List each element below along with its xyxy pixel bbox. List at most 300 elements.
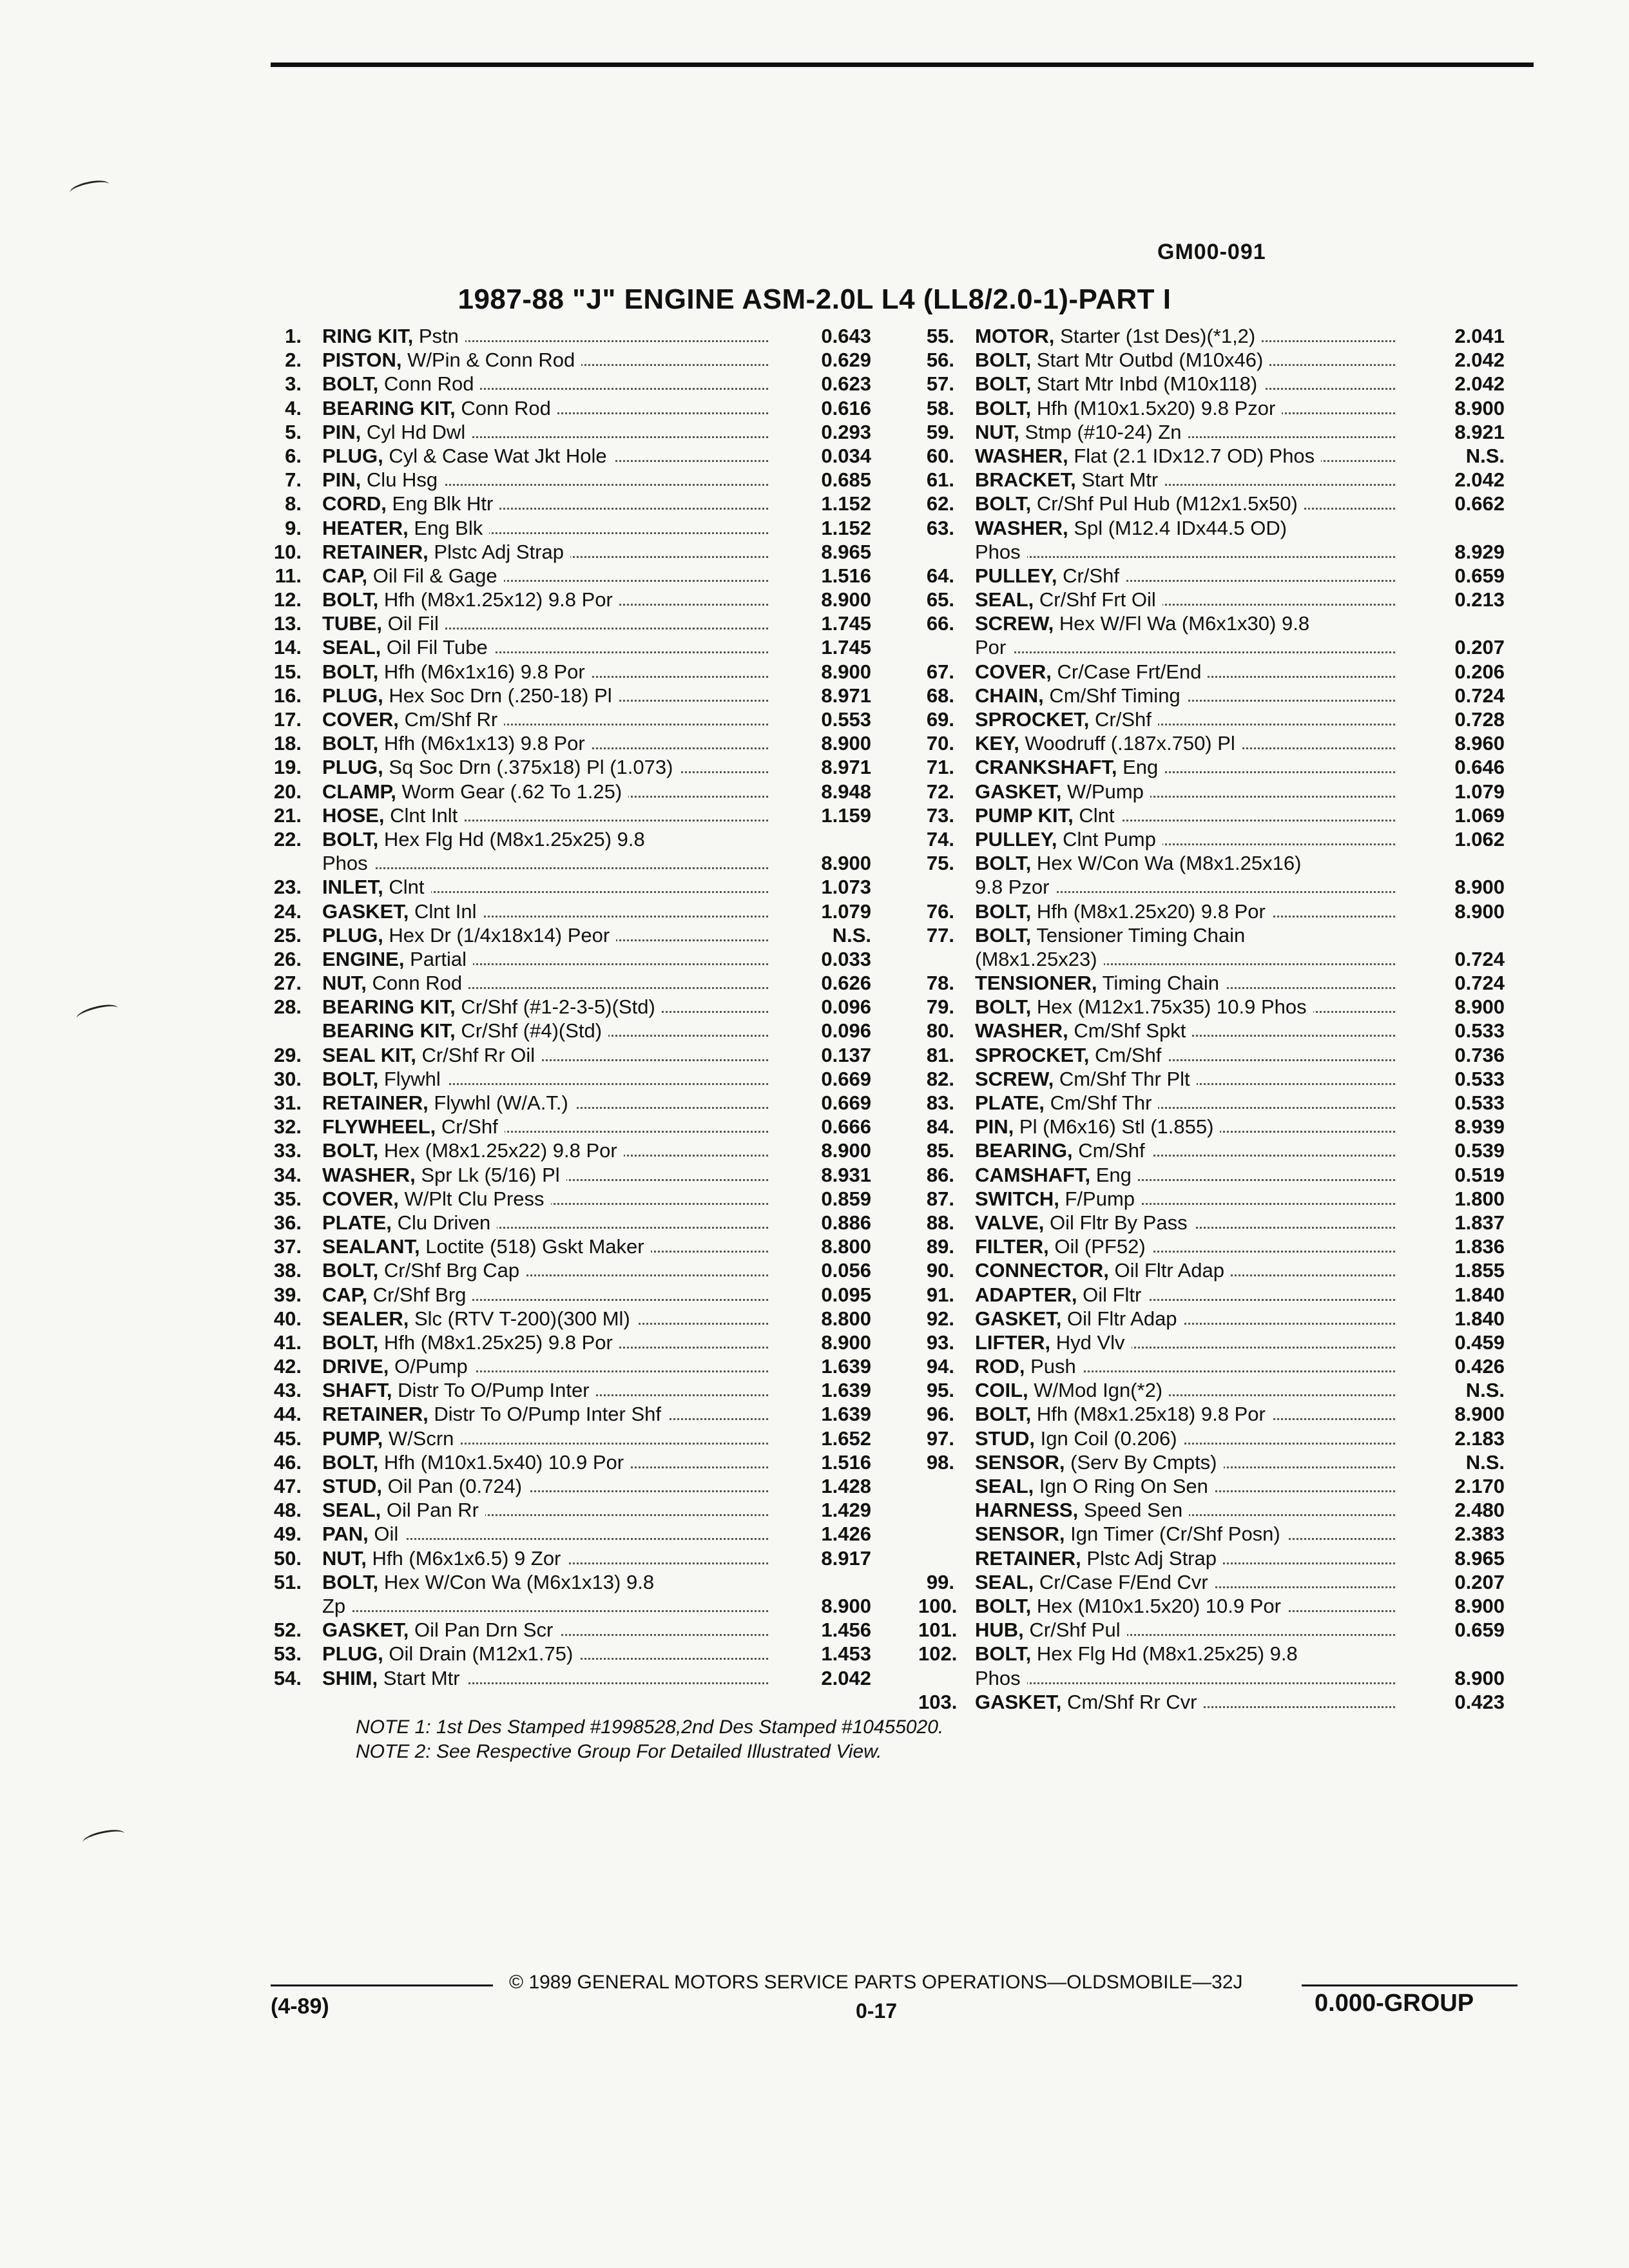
part-name: SEAL, xyxy=(975,1475,1034,1497)
part-detail: Hex (M12x1.75x35) 10.9 Phos xyxy=(1036,995,1307,1019)
part-detail: Ign Timer (Cr/Shf Posn) xyxy=(1070,1523,1280,1546)
part-name: FILTER, xyxy=(975,1235,1049,1258)
part-description xyxy=(975,1642,1395,1666)
part-row xyxy=(265,1211,871,1235)
part-name: BOLT, xyxy=(322,1259,379,1282)
part-name: BOLT, xyxy=(322,827,379,850)
part-detail: Oil Fil Tube xyxy=(386,636,488,659)
part-group-number: N.S. xyxy=(1465,444,1505,467)
part-group-number: 0.539 xyxy=(1454,1139,1505,1162)
part-description xyxy=(322,827,768,851)
part-name: PULLEY, xyxy=(975,827,1057,850)
part-description xyxy=(322,1402,768,1426)
part-number: 63. xyxy=(926,516,954,539)
part-row xyxy=(265,875,871,899)
part-description xyxy=(975,1474,1395,1498)
part-number: 2. xyxy=(285,349,302,372)
part-description xyxy=(975,1115,1395,1139)
part-description xyxy=(322,899,768,923)
part-number: 36. xyxy=(273,1211,302,1234)
part-group-number: 1.152 xyxy=(821,492,871,515)
part-description xyxy=(322,684,768,707)
part-number: 59. xyxy=(926,420,954,443)
part-detail: Sq Soc Drn (.375x18) Pl (1.073) xyxy=(389,756,673,779)
part-group-number: 0.056 xyxy=(821,1259,871,1282)
part-name: HARNESS, xyxy=(975,1499,1079,1522)
part-name: KEY, xyxy=(975,732,1019,755)
part-group-number: 0.659 xyxy=(1454,1619,1505,1642)
part-row xyxy=(918,1307,1505,1331)
part-detail: Stmp (#10-24) Zn xyxy=(1025,420,1182,443)
part-name: BOLT, xyxy=(322,1450,379,1474)
part-number: 72. xyxy=(926,780,954,803)
part-row xyxy=(265,1546,871,1570)
part-row xyxy=(265,851,871,875)
part-detail: Cm/Shf Spkt xyxy=(1074,1019,1186,1043)
part-number: 88. xyxy=(926,1211,954,1234)
part-description xyxy=(322,1354,768,1378)
part-description xyxy=(975,588,1395,611)
part-description xyxy=(322,1019,768,1043)
part-row xyxy=(918,1594,1505,1618)
part-group-number: 0.643 xyxy=(821,325,871,347)
part-name: CHAIN, xyxy=(975,684,1044,707)
part-row xyxy=(918,1522,1505,1546)
part-number: 9. xyxy=(285,516,302,539)
part-row xyxy=(265,516,871,540)
part-detail: Hex W/Con Wa (M8x1.25x16) xyxy=(1036,852,1302,875)
part-row xyxy=(918,899,1505,923)
part-description xyxy=(975,803,1395,827)
part-detail: Flywhl (W/A.T.) xyxy=(434,1091,568,1114)
part-detail: Cm/Shf Rr Cvr xyxy=(1066,1690,1197,1713)
part-number: 47. xyxy=(273,1475,302,1497)
part-name: PIN, xyxy=(975,1115,1014,1139)
parts-list-left xyxy=(265,324,871,1690)
part-name: GASKET, xyxy=(322,1619,409,1642)
part-name: NUT, xyxy=(322,1546,367,1570)
part-detail: Eng xyxy=(1095,1163,1132,1186)
part-row xyxy=(265,947,871,971)
part-number: 97. xyxy=(926,1427,954,1450)
part-detail: (M8x1.25x23) xyxy=(975,947,1097,970)
part-row xyxy=(918,1474,1505,1498)
page-number: 0-17 xyxy=(856,1999,898,2023)
part-row xyxy=(918,1402,1505,1426)
part-row xyxy=(918,1211,1505,1235)
part-name: SCREW, xyxy=(975,612,1054,635)
part-name: CAP, xyxy=(322,564,368,587)
part-number: 61. xyxy=(926,468,954,492)
part-detail: Plstc Adj Strap xyxy=(434,540,564,563)
part-row xyxy=(265,492,871,515)
part-description xyxy=(322,731,768,755)
part-detail: W/Scrn xyxy=(388,1427,454,1450)
part-name: SEAL, xyxy=(975,1570,1034,1593)
part-description xyxy=(975,564,1395,588)
part-description xyxy=(975,875,1395,899)
part-description xyxy=(975,995,1395,1019)
part-row xyxy=(918,995,1505,1019)
part-description xyxy=(975,971,1395,995)
part-group-number: 1.073 xyxy=(821,876,871,899)
part-detail: Hfh (M6x1x13) 9.8 Por xyxy=(383,732,585,755)
part-row xyxy=(265,468,871,492)
part-number: 11. xyxy=(275,564,302,587)
part-name: BOLT, xyxy=(975,852,1032,875)
part-row xyxy=(918,372,1505,396)
part-description xyxy=(975,1594,1395,1618)
part-name: BOLT, xyxy=(322,660,379,683)
parts-list-right xyxy=(918,324,1505,1714)
part-name: BOLT, xyxy=(322,732,379,755)
part-detail: Distr To O/Pump Inter xyxy=(398,1379,590,1402)
part-detail: Oil Fltr xyxy=(1083,1283,1142,1306)
part-description xyxy=(975,348,1395,372)
part-name: SPROCKET, xyxy=(975,708,1090,731)
part-group-number: 8.900 xyxy=(821,1331,871,1354)
part-group-number: 0.293 xyxy=(821,420,871,443)
part-detail: Start Mtr Inbd (M10x118) xyxy=(1036,372,1258,396)
part-detail: Plstc Adj Strap xyxy=(1086,1546,1217,1570)
part-detail: Phos xyxy=(975,540,1021,563)
part-number: 48. xyxy=(273,1499,302,1522)
part-number: 85. xyxy=(926,1139,954,1162)
part-name: PLUG, xyxy=(322,1642,383,1666)
part-number: 5. xyxy=(285,420,302,443)
part-name: SEAL KIT, xyxy=(322,1043,416,1066)
part-group-number: 1.652 xyxy=(821,1427,871,1450)
part-row xyxy=(918,1067,1505,1091)
part-description xyxy=(322,995,768,1019)
part-group-number: N.S. xyxy=(832,923,871,947)
part-description xyxy=(322,1522,768,1546)
part-detail: Spr Lk (5/16) Pl xyxy=(421,1163,560,1186)
part-row xyxy=(918,1666,1505,1690)
part-detail: Cr/Shf Pul xyxy=(1029,1619,1121,1642)
part-row xyxy=(918,324,1505,348)
part-group-number: 0.728 xyxy=(1454,708,1505,731)
part-description xyxy=(322,324,768,348)
part-row xyxy=(918,1139,1505,1162)
part-number: 55. xyxy=(926,325,954,347)
part-description xyxy=(975,1091,1395,1115)
part-name: GASKET, xyxy=(975,1307,1062,1330)
part-number: 19. xyxy=(273,756,302,779)
part-number: 52. xyxy=(273,1619,302,1642)
part-group-number: 0.095 xyxy=(821,1283,871,1306)
part-description xyxy=(322,1043,768,1067)
part-name: BOLT, xyxy=(322,1570,379,1593)
part-group-number: 8.900 xyxy=(1454,876,1505,899)
part-detail: Start Mtr xyxy=(383,1666,460,1689)
part-number: 38. xyxy=(273,1259,302,1282)
part-name: PLUG, xyxy=(322,444,383,467)
part-group-number: 2.183 xyxy=(1454,1427,1505,1450)
dot-leader xyxy=(975,651,1395,653)
part-description xyxy=(975,1307,1395,1331)
part-group-number: 0.207 xyxy=(1454,1570,1505,1593)
part-row xyxy=(265,923,871,947)
part-number: 13. xyxy=(273,612,302,635)
part-number: 60. xyxy=(926,444,954,467)
part-detail: Cm/Shf Thr xyxy=(1050,1091,1152,1114)
part-row xyxy=(918,1019,1505,1043)
part-number: 76. xyxy=(926,899,954,923)
part-number: 67. xyxy=(926,660,954,683)
part-description xyxy=(322,611,768,635)
part-name: SENSOR, xyxy=(975,1450,1065,1474)
part-description xyxy=(322,923,768,947)
part-name: SEAL, xyxy=(322,1499,381,1522)
part-detail: W/Pump xyxy=(1066,780,1144,803)
part-number: 71. xyxy=(926,756,954,779)
part-row xyxy=(265,1139,871,1162)
part-detail: F/Pump xyxy=(1065,1187,1135,1210)
part-row xyxy=(918,1187,1505,1211)
part-number: 7. xyxy=(285,468,302,492)
part-description xyxy=(322,372,768,396)
part-group-number: 0.724 xyxy=(1454,972,1505,995)
part-group-number: 0.423 xyxy=(1454,1690,1505,1713)
part-detail: Cm/Shf Rr xyxy=(404,708,498,731)
part-detail: Loctite (518) Gskt Maker xyxy=(425,1235,644,1258)
part-description xyxy=(322,564,768,588)
part-row xyxy=(918,1331,1505,1354)
part-number: 54. xyxy=(273,1666,302,1689)
part-number: 83. xyxy=(926,1091,954,1114)
part-number: 89. xyxy=(926,1235,954,1258)
part-row xyxy=(265,1019,871,1043)
part-description xyxy=(975,1235,1395,1258)
part-name: WASHER, xyxy=(975,516,1068,539)
part-name: PLUG, xyxy=(322,756,383,779)
part-group-number: 0.736 xyxy=(1454,1043,1505,1066)
part-number: 18. xyxy=(273,732,302,755)
part-name: PIN, xyxy=(322,420,361,443)
part-group-number: 1.079 xyxy=(821,899,871,923)
part-row xyxy=(265,827,871,851)
part-group-number: 2.042 xyxy=(821,1666,871,1689)
part-name: FLYWHEEL, xyxy=(322,1115,436,1139)
part-name: HUB, xyxy=(975,1619,1024,1642)
part-group-number: 2.480 xyxy=(1454,1499,1505,1522)
part-number: 14. xyxy=(273,636,302,659)
part-name: NUT, xyxy=(975,420,1019,443)
part-name: PUMP, xyxy=(322,1427,383,1450)
part-number: 39. xyxy=(273,1283,302,1306)
margin-mark xyxy=(82,1827,126,1849)
part-row xyxy=(265,588,871,611)
part-row xyxy=(918,1091,1505,1115)
part-row xyxy=(918,1043,1505,1067)
part-detail: Cm/Shf xyxy=(1095,1043,1162,1066)
part-description xyxy=(975,1427,1395,1450)
part-group-number: 1.745 xyxy=(821,612,871,635)
part-number: 41. xyxy=(273,1331,302,1354)
part-name: COVER, xyxy=(975,660,1052,683)
part-group-number: 0.685 xyxy=(821,468,871,492)
part-description xyxy=(322,635,768,659)
part-group-number: 0.886 xyxy=(821,1211,871,1234)
part-number: 6. xyxy=(285,444,302,467)
part-group-number: 1.855 xyxy=(1454,1259,1505,1282)
part-name: MOTOR, xyxy=(975,325,1055,347)
part-name: PAN, xyxy=(322,1523,369,1546)
part-detail: Oil Pan Rr xyxy=(386,1499,479,1522)
part-number: 27. xyxy=(273,972,302,995)
part-description xyxy=(975,755,1395,779)
part-name: STUD, xyxy=(322,1475,382,1497)
part-group-number: 0.623 xyxy=(821,372,871,396)
part-name: SWITCH, xyxy=(975,1187,1059,1210)
part-group-number: 0.626 xyxy=(821,972,871,995)
part-name: GASKET, xyxy=(975,1690,1062,1713)
part-name: RETAINER, xyxy=(322,1091,429,1114)
part-group-number: 2.042 xyxy=(1454,468,1505,492)
part-row xyxy=(918,731,1505,755)
part-group-number: 8.900 xyxy=(1454,396,1505,419)
part-number: 20. xyxy=(273,780,302,803)
part-description xyxy=(975,635,1395,659)
part-detail: Clnt xyxy=(1079,803,1115,827)
part-name: BOLT, xyxy=(322,1139,379,1162)
part-detail: Pl (M6x16) Stl (1.855) xyxy=(1019,1115,1214,1139)
part-detail: Hex W/Fl Wa (M6x1x30) 9.8 xyxy=(1059,612,1310,635)
part-row xyxy=(918,1427,1505,1450)
part-row xyxy=(265,1043,871,1067)
part-row xyxy=(265,396,871,420)
part-description xyxy=(322,1091,768,1115)
part-row xyxy=(265,1402,871,1426)
part-number: 30. xyxy=(273,1067,302,1090)
part-group-number: 1.426 xyxy=(821,1523,871,1546)
part-group-number: 8.900 xyxy=(1454,899,1505,923)
part-number: 15. xyxy=(273,660,302,683)
part-detail: Cr/Shf xyxy=(1063,564,1119,587)
part-description xyxy=(322,803,768,827)
part-number: 31. xyxy=(273,1091,302,1114)
part-group-number: N.S. xyxy=(1465,1379,1505,1402)
part-description xyxy=(975,1163,1395,1187)
part-description xyxy=(975,1402,1395,1426)
dot-leader xyxy=(322,1610,768,1612)
part-name: SPROCKET, xyxy=(975,1043,1090,1066)
part-description xyxy=(322,1067,768,1091)
part-number: 93. xyxy=(926,1331,954,1354)
part-group-number: 1.745 xyxy=(821,636,871,659)
part-group-number: 1.840 xyxy=(1454,1307,1505,1330)
part-detail: Hex Flg Hd (M8x1.25x25) 9.8 xyxy=(383,827,645,850)
part-group-number: 2.041 xyxy=(1454,325,1505,347)
part-row xyxy=(918,707,1505,731)
part-row xyxy=(265,1474,871,1498)
part-row xyxy=(265,324,871,348)
part-number: 95. xyxy=(926,1379,954,1402)
part-detail: Hfh (M6x1x16) 9.8 Por xyxy=(383,660,585,683)
part-description xyxy=(975,1258,1395,1282)
part-number: 29. xyxy=(273,1043,302,1066)
part-row xyxy=(265,1258,871,1282)
part-description xyxy=(975,1522,1395,1546)
part-group-number: 8.900 xyxy=(821,588,871,611)
part-row xyxy=(265,1378,871,1402)
part-row xyxy=(265,684,871,707)
part-row xyxy=(918,1283,1505,1307)
part-row xyxy=(265,1618,871,1642)
part-group-number: 1.639 xyxy=(821,1355,871,1378)
part-row xyxy=(918,1258,1505,1282)
part-number: 44. xyxy=(273,1403,302,1426)
part-detail: 9.8 Pzor xyxy=(975,876,1050,899)
part-group-number: 8.900 xyxy=(821,852,871,875)
part-group-number: 2.042 xyxy=(1454,372,1505,396)
part-row xyxy=(265,731,871,755)
part-name: HOSE, xyxy=(322,803,385,827)
part-row xyxy=(918,635,1505,659)
note-2: NOTE 2: See Respective Group For Detailed Illustrated View. xyxy=(356,1741,882,1762)
part-name: BOLT, xyxy=(322,372,379,396)
part-detail: Clu Hsg xyxy=(366,468,438,492)
part-description xyxy=(322,1666,768,1690)
part-number: 73. xyxy=(926,803,954,827)
part-group-number: 8.900 xyxy=(821,1594,871,1617)
part-row xyxy=(918,1163,1505,1187)
part-group-number: 8.900 xyxy=(1454,1594,1505,1617)
part-name: TENSIONER, xyxy=(975,972,1097,995)
part-detail: (Serv By Cmpts) xyxy=(1070,1450,1217,1474)
part-number: 101. xyxy=(918,1619,958,1642)
part-group-number: 8.900 xyxy=(821,732,871,755)
part-detail: Ign O Ring On Sen xyxy=(1039,1475,1208,1497)
part-number: 24. xyxy=(273,899,302,923)
part-detail: Oil Fil & Gage xyxy=(372,564,497,587)
part-name: PIN, xyxy=(322,468,361,492)
part-row xyxy=(918,516,1505,540)
part-detail: Hex Flg Hd (M8x1.25x25) 9.8 xyxy=(1036,1642,1298,1666)
part-name: BOLT, xyxy=(975,492,1032,515)
margin-mark xyxy=(75,1001,119,1024)
part-detail: Cr/Shf Brg Cap xyxy=(383,1259,520,1282)
part-name: SHIM, xyxy=(322,1666,378,1689)
part-group-number: 1.152 xyxy=(821,516,871,539)
part-description xyxy=(322,660,768,684)
part-description xyxy=(975,611,1395,635)
dot-leader xyxy=(322,867,768,869)
part-detail: Slc (RTV T-200)(300 Ml) xyxy=(414,1307,630,1330)
part-group-number: 8.929 xyxy=(1454,540,1505,563)
part-detail: Cr/Shf Brg xyxy=(372,1283,467,1306)
part-name: SEAL, xyxy=(975,588,1034,611)
part-name: BOLT, xyxy=(975,899,1032,923)
part-description xyxy=(322,1307,768,1331)
part-name: BOLT, xyxy=(322,588,379,611)
part-row xyxy=(265,1115,871,1139)
part-row xyxy=(265,1331,871,1354)
part-name: BEARING, xyxy=(975,1139,1073,1162)
part-name: RING KIT, xyxy=(322,325,414,347)
part-detail: Oil xyxy=(374,1523,399,1546)
part-description xyxy=(975,1570,1395,1594)
part-description xyxy=(975,851,1395,875)
part-group-number: 1.800 xyxy=(1454,1187,1505,1210)
part-group-number: 0.666 xyxy=(821,1115,871,1139)
part-group-number: 0.459 xyxy=(1454,1331,1505,1354)
part-description xyxy=(322,1378,768,1402)
part-detail: Hyd Vlv xyxy=(1055,1331,1125,1354)
part-name: ADAPTER, xyxy=(975,1283,1077,1306)
part-row xyxy=(918,755,1505,779)
